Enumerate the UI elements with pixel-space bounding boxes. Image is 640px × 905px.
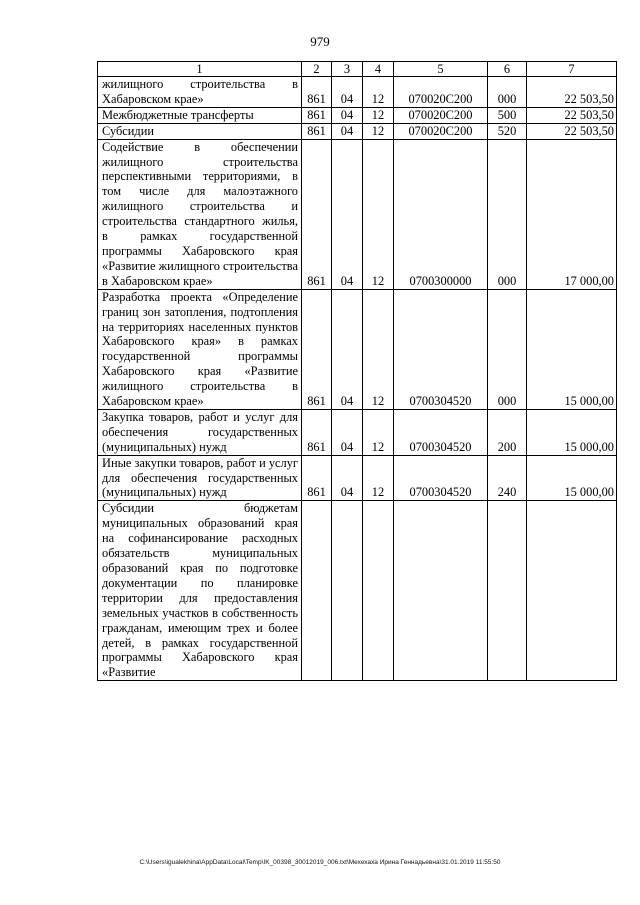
code-expense-type: 500	[488, 107, 527, 123]
code-target: 0700304520	[394, 455, 488, 501]
header-cell: 4	[363, 62, 394, 77]
table-row	[98, 123, 617, 139]
table-row	[98, 501, 617, 681]
row-description: Субсидии	[98, 123, 302, 139]
header-cell: 6	[488, 62, 527, 77]
code-admin: 861	[302, 139, 332, 289]
row-description: Разработка проекта «Определение границ зон затопления, подтопления на территориях населенных пунктов Хабаровского края» в рамках государственной программы Хабаровского края «Развитие жилищного строительства в Хабаровском крае»	[98, 289, 302, 409]
amount: 15 000,00	[527, 455, 617, 501]
code-target: 0700304520	[394, 289, 488, 409]
code-target	[394, 501, 488, 681]
budget-table	[97, 61, 617, 681]
code-expense-type: 000	[488, 139, 527, 289]
code-section: 04	[332, 107, 363, 123]
code-admin: 861	[302, 107, 332, 123]
code-subsection: 12	[363, 289, 394, 409]
table-row	[98, 409, 617, 455]
header-cell: 5	[394, 62, 488, 77]
row-description: Субсидии бюджетам муниципальных образований края на софинансирование расходных обязательств муниципальных образований края по подготовке документации по планировке территории для предоставления земельных участков в собственность гражданам, имеющим трех и более детей, в рамках государственной программы Хабаровского края «Развитие	[98, 501, 302, 681]
code-section: 04	[332, 289, 363, 409]
code-admin	[302, 501, 332, 681]
code-subsection: 12	[363, 139, 394, 289]
row-description: Иные закупки товаров, работ и услуг для обеспечения государственных (муниципальных) нужд	[98, 455, 302, 501]
code-expense-type: 520	[488, 123, 527, 139]
code-expense-type: 200	[488, 409, 527, 455]
amount: 17 000,00	[527, 139, 617, 289]
code-expense-type	[488, 501, 527, 681]
code-admin: 861	[302, 455, 332, 501]
code-section: 04	[332, 455, 363, 501]
row-description: жилищного строительства в Хабаровском крае»	[98, 77, 302, 108]
header-row	[98, 62, 617, 77]
code-section: 04	[332, 409, 363, 455]
row-description: Закупка товаров, работ и услуг для обеспечения государственных (муниципальных) нужд	[98, 409, 302, 455]
table-row	[98, 289, 617, 409]
code-subsection: 12	[363, 107, 394, 123]
row-description: Межбюджетные трансферты	[98, 107, 302, 123]
code-section	[332, 501, 363, 681]
code-expense-type: 000	[488, 77, 527, 108]
code-target: 0700304520	[394, 409, 488, 455]
amount: 22 503,50	[527, 107, 617, 123]
table-row	[98, 455, 617, 501]
row-description: Содействие в обеспечении жилищного строительства перспективными территориями, в том числе для малоэтажного жилищного строительства и строительства стандартного жилья, в рамках государственной программы Хабаровского края «Развитие жилищного строительства в Хабаровском крае»	[98, 139, 302, 289]
table-row	[98, 77, 617, 108]
code-admin: 861	[302, 77, 332, 108]
page-number: 979	[310, 34, 330, 49]
code-target: 070020C200	[394, 123, 488, 139]
code-admin: 861	[302, 409, 332, 455]
code-admin: 861	[302, 123, 332, 139]
code-expense-type: 240	[488, 455, 527, 501]
code-section: 04	[332, 77, 363, 108]
amount: 15 000,00	[527, 409, 617, 455]
table-row	[98, 139, 617, 289]
file-path-footer: C:\Users\igualekhina\AppData\Local\Temp\IK_00398_30012019_006.txt\Мехехаха Ирина Геннадьевна\31.01.2019 11:55:50	[139, 859, 501, 866]
code-target: 070020C200	[394, 77, 488, 108]
code-target: 070020C200	[394, 107, 488, 123]
code-subsection: 12	[363, 77, 394, 108]
header-cell: 1	[98, 62, 302, 77]
header-cell: 2	[302, 62, 332, 77]
code-expense-type: 000	[488, 289, 527, 409]
code-subsection: 12	[363, 409, 394, 455]
code-target: 0700300000	[394, 139, 488, 289]
header-cell: 7	[527, 62, 617, 77]
code-admin: 861	[302, 289, 332, 409]
code-subsection: 12	[363, 123, 394, 139]
code-subsection: 12	[363, 455, 394, 501]
code-section: 04	[332, 123, 363, 139]
code-section: 04	[332, 139, 363, 289]
amount	[527, 501, 617, 681]
table-row	[98, 107, 617, 123]
amount: 22 503,50	[527, 123, 617, 139]
header-cell: 3	[332, 62, 363, 77]
code-subsection	[363, 501, 394, 681]
amount: 22 503,50	[527, 77, 617, 108]
amount: 15 000,00	[527, 289, 617, 409]
